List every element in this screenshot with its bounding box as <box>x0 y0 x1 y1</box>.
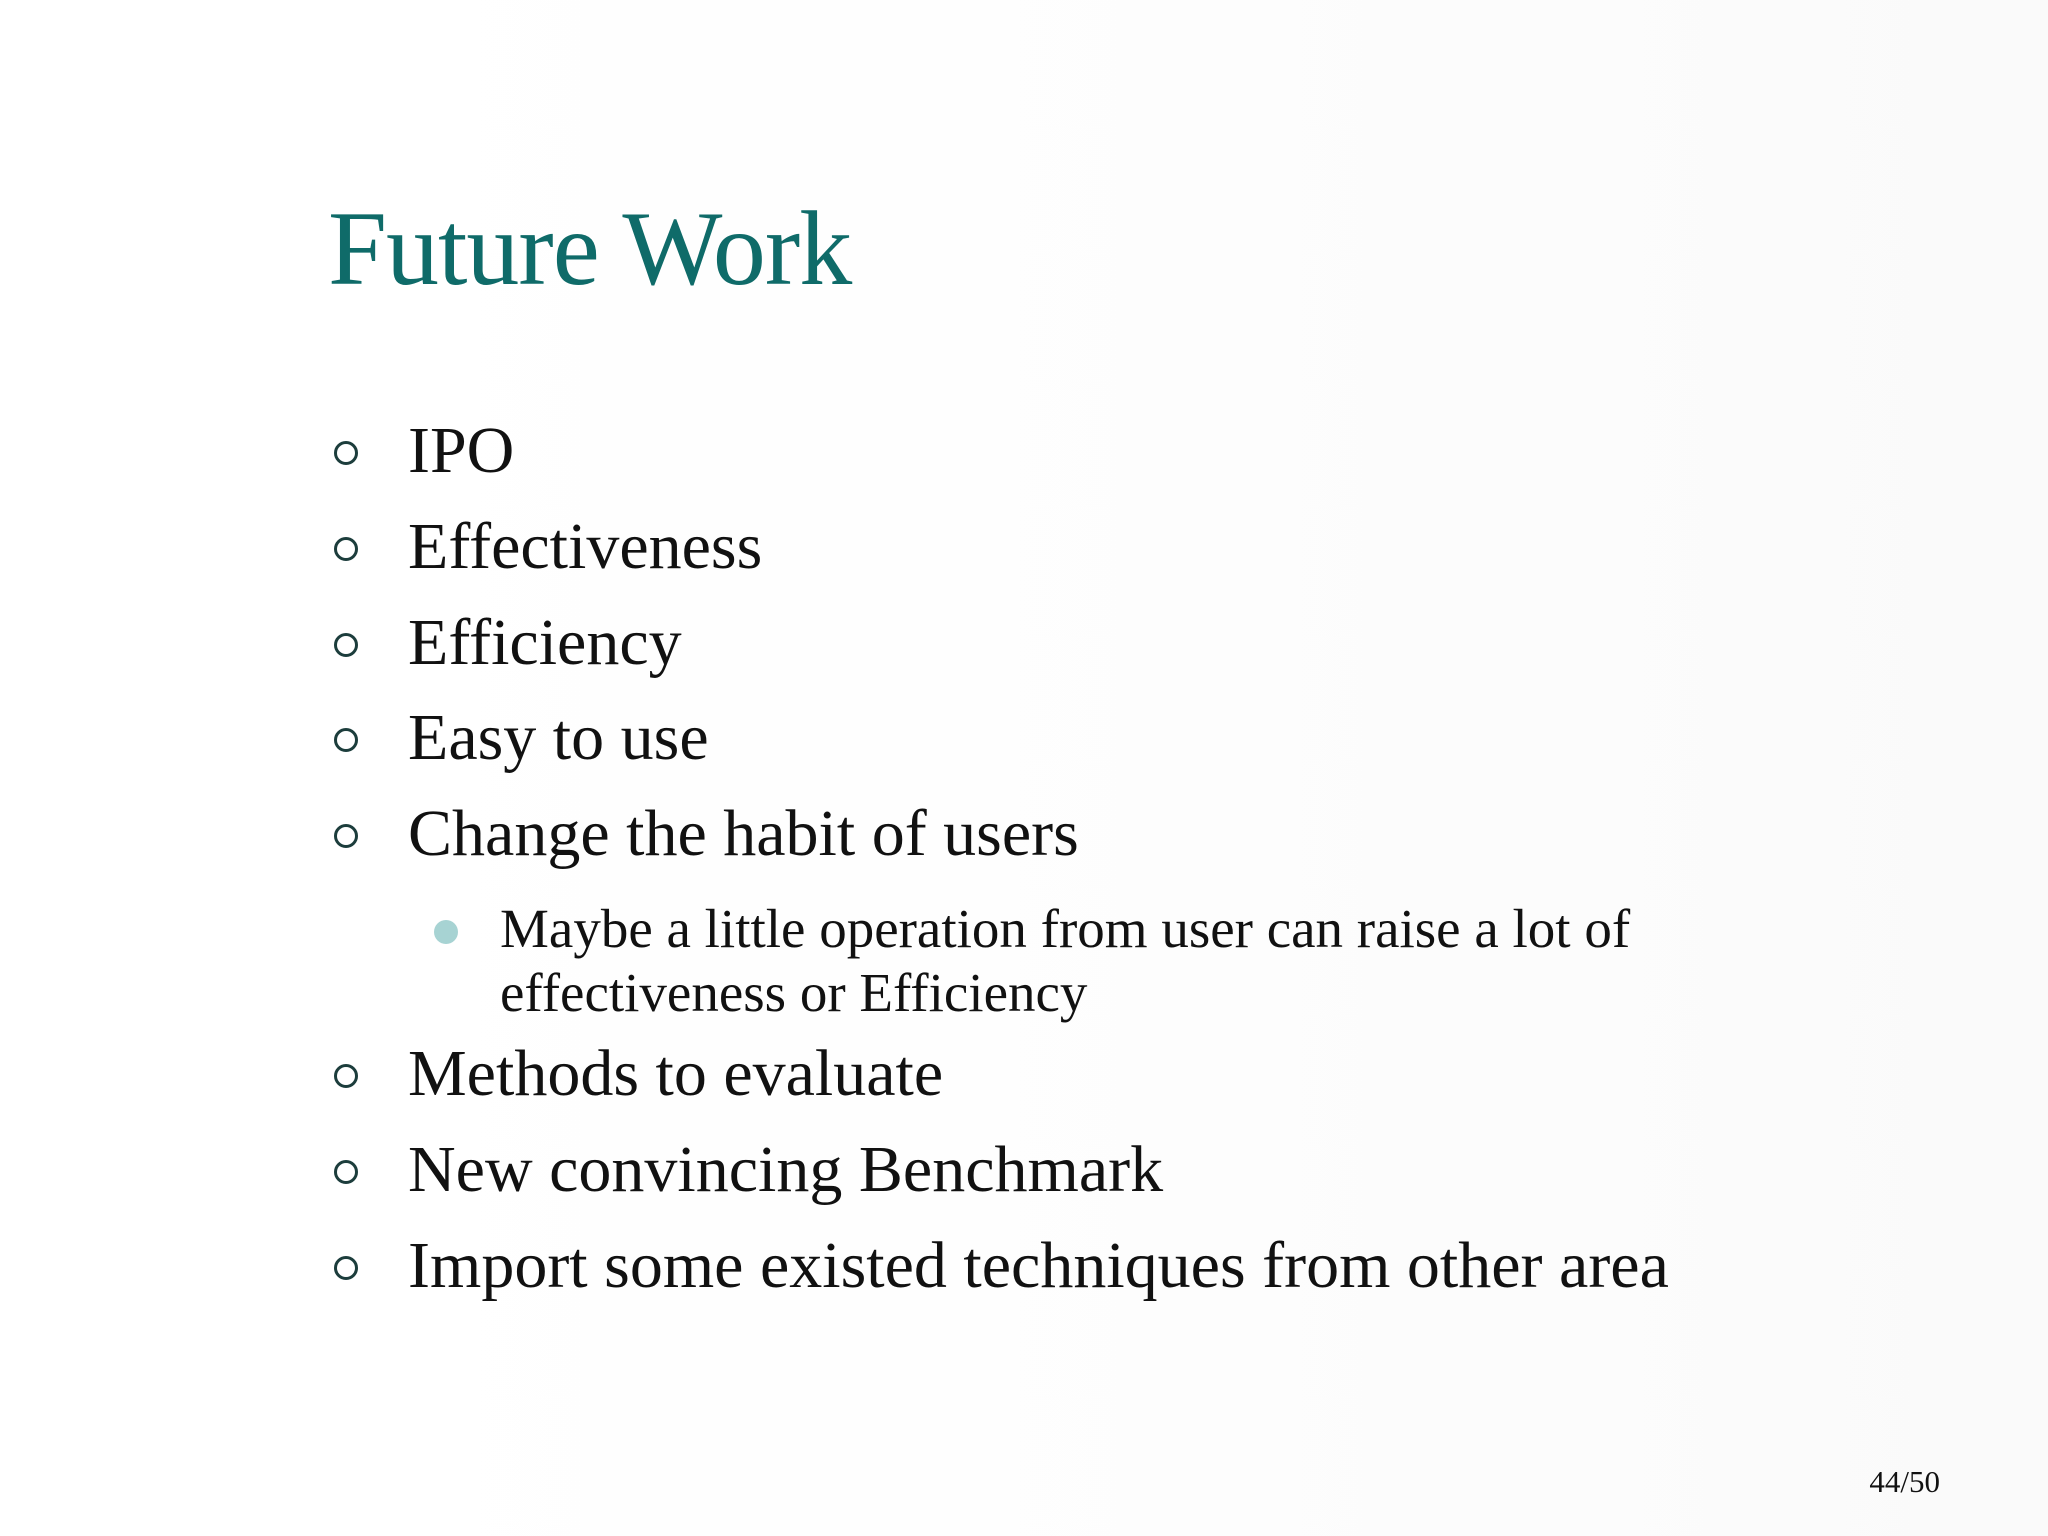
bullet-ring-icon <box>334 824 358 848</box>
bullet-text: Change the habit of users <box>408 797 1079 870</box>
slide-title: Future Work <box>328 190 852 307</box>
bullet-text: Methods to evaluate <box>408 1037 944 1110</box>
bullet-text: Effectiveness <box>408 510 763 583</box>
bullet-ring-icon <box>334 1064 358 1088</box>
sub-bullet-text-line1: Maybe a little operation from user can raise a lot of <box>500 898 1631 959</box>
page-number: 44/50 <box>1869 1464 1940 1499</box>
bullet-text: Easy to use <box>408 701 709 774</box>
bullet-ring-icon <box>334 1160 358 1184</box>
bullet-ring-icon <box>334 1256 358 1280</box>
bullet-text: Import some existed techniques from other area <box>408 1229 1669 1302</box>
bullet-ring-icon <box>334 633 358 657</box>
sub-bullet-text-line2: effectiveness or Efficiency <box>500 962 1088 1023</box>
bullet-text: New convincing Benchmark <box>408 1133 1164 1206</box>
bullet-ring-icon <box>334 728 358 752</box>
bullet-ring-icon <box>334 441 358 465</box>
bullet-text: IPO <box>408 414 515 487</box>
bullet-ring-icon <box>334 537 358 561</box>
sub-bullet-dot-icon <box>434 920 458 944</box>
bullet-text: Efficiency <box>408 606 682 679</box>
